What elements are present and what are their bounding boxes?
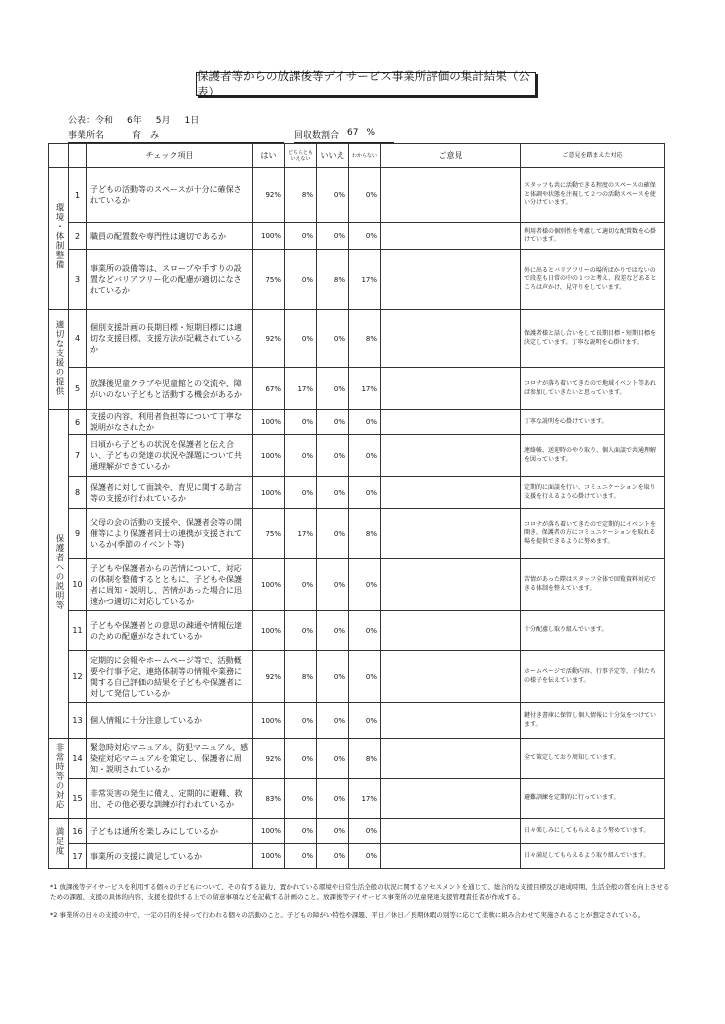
yes-pct: 100% <box>253 223 285 250</box>
item-number: 13 <box>69 703 87 739</box>
table-row <box>49 223 665 250</box>
unknown-pct: 8% <box>349 310 381 368</box>
yes-pct: 92% <box>253 310 285 368</box>
table-row <box>49 168 665 223</box>
item-text: 支援の内容、利用者負担等について丁寧な説明がなされたか <box>87 410 253 435</box>
yes-pct: 92% <box>253 739 285 779</box>
footnote-1: *1 放課後等デイサービスを利用する個々の子どもについて、その有する能力、置かれている環境や日常生活全般の状況に関するアセスメントを通じて、総合的な支援目標及び達成時期、生活全般の質を向上させるための課題、支援の具体的内容、支援を提供する上での留意事項などを記載する計画のこと。放課後等デイサービス事業所の児童発達支援管理責任者が作成する。 <box>50 883 670 901</box>
opinion <box>381 559 521 611</box>
item-number: 2 <box>69 223 87 250</box>
yes-pct: 100% <box>253 819 285 844</box>
office-name: 育 み <box>132 131 160 141</box>
yes-pct: 75% <box>253 250 285 310</box>
unknown-pct: 0% <box>349 819 381 844</box>
publication-year: 6年 <box>127 116 142 126</box>
item-number: 1 <box>69 168 87 223</box>
response: 避難訓練を定期的に行っています。 <box>521 779 665 819</box>
neither-pct: 0% <box>285 223 317 250</box>
table-row <box>49 844 665 869</box>
response: 保護者様と話し合いをして長期目標・短期目標を決定しています。丁寧な説明を心掛けます。 <box>521 310 665 368</box>
item-number: 5 <box>69 368 87 410</box>
unknown-pct: 0% <box>349 559 381 611</box>
unknown-pct: 17% <box>349 368 381 410</box>
category-label: 環境・体制整備 <box>54 203 64 270</box>
category-label: 満足度 <box>54 827 64 856</box>
neither-pct: 8% <box>285 651 317 703</box>
opinion <box>381 435 521 477</box>
header-unknown: わからない <box>349 144 381 168</box>
table-row <box>49 509 665 559</box>
neither-pct: 0% <box>285 477 317 509</box>
response: 外に出るとバリアフリーの場所ばかりではないので段差も日常の中の１つと考え、段差などあるところは声かけ、見守りをしています。 <box>521 250 665 310</box>
no-pct: 0% <box>317 739 349 779</box>
collection-rate-field <box>294 128 394 143</box>
yes-pct: 100% <box>253 477 285 509</box>
yes-pct: 100% <box>253 703 285 739</box>
no-pct: 0% <box>317 368 349 410</box>
table-row <box>49 559 665 611</box>
footnotes <box>50 882 670 928</box>
opinion <box>381 368 521 410</box>
no-pct: 0% <box>317 168 349 223</box>
response: ホームページで活動内容、行事予定等、子供たちの様子を伝えています。 <box>521 651 665 703</box>
item-text: 子どもは通所を楽しみにしているか <box>87 819 253 844</box>
yes-pct: 100% <box>253 611 285 651</box>
table-row <box>49 651 665 703</box>
item-text: 保護者に対して面談や、育児に関する助言等の支援が行われているか <box>87 477 253 509</box>
table-row <box>49 779 665 819</box>
category-label: 適切な支援の提供 <box>54 319 64 396</box>
neither-pct: 0% <box>285 435 317 477</box>
item-number: 9 <box>69 509 87 559</box>
yes-pct: 67% <box>253 368 285 410</box>
unknown-pct: 0% <box>349 223 381 250</box>
unknown-pct: 0% <box>349 435 381 477</box>
neither-pct: 0% <box>285 611 317 651</box>
opinion <box>381 223 521 250</box>
item-text: 事業所の支援に満足しているか <box>87 844 253 869</box>
response: 利用者様の個別性を考慮して適切な配置数を心掛けています。 <box>521 223 665 250</box>
neither-pct: 8% <box>285 168 317 223</box>
header-check-item: チェック項目 <box>87 144 253 168</box>
table-header-row <box>49 144 665 168</box>
item-text: 子どもや保護者からの苦情について、対応の体制を整備するとともに、子どもや保護者に周知・説明し、苦情があった場合に迅速かつ適切に対応しているか <box>87 559 253 611</box>
category-label: 保護者への説明等 <box>54 534 64 610</box>
collection-unit: % <box>366 128 376 138</box>
opinion <box>381 651 521 703</box>
unknown-pct: 0% <box>349 611 381 651</box>
unknown-pct: 0% <box>349 844 381 869</box>
opinion <box>381 310 521 368</box>
opinion <box>381 779 521 819</box>
yes-pct: 75% <box>253 509 285 559</box>
publication-month: 5月 <box>155 116 171 126</box>
opinion <box>381 739 521 779</box>
opinion <box>381 703 521 739</box>
category-cell <box>49 410 69 739</box>
item-number: 15 <box>69 779 87 819</box>
office-name-field <box>68 128 284 143</box>
no-pct: 0% <box>317 310 349 368</box>
response: コロナが落ち着いてきたので地域イベント等あれば参加していきたいと思っています。 <box>521 368 665 410</box>
no-pct: 0% <box>317 410 349 435</box>
item-number: 17 <box>69 844 87 869</box>
no-pct: 0% <box>317 651 349 703</box>
table-row <box>49 477 665 509</box>
neither-pct: 0% <box>285 410 317 435</box>
response: 丁寧な説明を心掛けています。 <box>521 410 665 435</box>
table-row <box>49 310 665 368</box>
table-row <box>49 611 665 651</box>
item-text: 個別支援計画の長期目標・短期目標には適切な支援目標、支援方法が記載されているか <box>87 310 253 368</box>
unknown-pct: 0% <box>349 477 381 509</box>
no-pct: 8% <box>317 250 349 310</box>
unknown-pct: 0% <box>349 703 381 739</box>
item-number: 6 <box>69 410 87 435</box>
neither-pct: 0% <box>285 819 317 844</box>
no-pct: 0% <box>317 559 349 611</box>
category-cell <box>49 310 69 410</box>
header-no: いいえ <box>317 144 349 168</box>
category-label: 非常時等の対応 <box>54 743 64 810</box>
header-number <box>69 144 87 168</box>
page-title-text: 保護者等からの放課後等デイサービス事業所評価の集計結果（公表） <box>197 69 530 99</box>
opinion <box>381 819 521 844</box>
footnote-2: *2 事業所の日々の支援の中で、一定の目的を持って行われる個々の活動のこと。子どもの障がい特性や課題、平日／休日／長期休暇の別等に応じて柔軟に組み合わせて実施されることが想定されている。 <box>50 911 645 919</box>
unknown-pct: 8% <box>349 509 381 559</box>
response: 連絡帳、送迎時のやり取り、個人面談で共通理解を図っています。 <box>521 435 665 477</box>
item-number: 16 <box>69 819 87 844</box>
unknown-pct: 0% <box>349 168 381 223</box>
table-row <box>49 435 665 477</box>
collection-label: 回収数割合 <box>294 131 340 141</box>
publication-label: 公表：令和 <box>68 116 114 126</box>
publication-day: 1日 <box>184 116 200 126</box>
yes-pct: 92% <box>253 168 285 223</box>
neither-pct: 0% <box>285 310 317 368</box>
neither-pct: 17% <box>285 368 317 410</box>
neither-pct: 0% <box>285 559 317 611</box>
table-body <box>49 168 665 869</box>
opinion <box>381 410 521 435</box>
category-cell <box>49 739 69 819</box>
yes-pct: 100% <box>253 435 285 477</box>
category-cell <box>49 819 69 869</box>
opinion <box>381 509 521 559</box>
item-text: 日頃から子どもの状況を保護者と伝え合い、子どもの発達の状況や課題について共通理解ができているか <box>87 435 253 477</box>
item-number: 8 <box>69 477 87 509</box>
item-text: 事業所の設備等は、スロープや手すりの設置などバリアフリー化の配慮が適切になされているか <box>87 250 253 310</box>
item-text: 職員の配置数や専門性は適切であるか <box>87 223 253 250</box>
unknown-pct: 0% <box>349 651 381 703</box>
header-category <box>49 144 69 168</box>
item-text: 個人情報に十分注意しているか <box>87 703 253 739</box>
no-pct: 0% <box>317 223 349 250</box>
category-cell <box>49 168 69 310</box>
yes-pct: 100% <box>253 844 285 869</box>
evaluation-table <box>48 143 665 869</box>
no-pct: 0% <box>317 844 349 869</box>
table-row <box>49 368 665 410</box>
no-pct: 0% <box>317 477 349 509</box>
response: スタッフも共に活動できる程度のスペースの確保と体調や状態を注視して２つの活動スペースを使い分けています。 <box>521 168 665 223</box>
response: 定期的に面談を行い、コミュニケーションを取り支援を行えるよう心掛けています。 <box>521 477 665 509</box>
header-response: ご意見を踏まえた対応 <box>521 144 665 168</box>
item-text: 子どもの活動等のスペースが十分に確保されているか <box>87 168 253 223</box>
opinion <box>381 168 521 223</box>
neither-pct: 0% <box>285 703 317 739</box>
table-row <box>49 703 665 739</box>
table-row <box>49 410 665 435</box>
unknown-pct: 17% <box>349 250 381 310</box>
item-text: 非常災害の発生に備え、定期的に避難、救出、その他必要な訓練が行われているか <box>87 779 253 819</box>
response: 日々満足してもらえるよう取り組んでいます。 <box>521 844 665 869</box>
no-pct: 0% <box>317 435 349 477</box>
item-text: 子どもや保護者との意思の疎通や情報伝達のための配慮がなされているか <box>87 611 253 651</box>
collection-value: 67 <box>347 128 359 138</box>
unknown-pct: 8% <box>349 739 381 779</box>
neither-pct: 0% <box>285 779 317 819</box>
item-number: 14 <box>69 739 87 779</box>
no-pct: 0% <box>317 779 349 819</box>
yes-pct: 83% <box>253 779 285 819</box>
yes-pct: 100% <box>253 559 285 611</box>
unknown-pct: 17% <box>349 779 381 819</box>
response: 日々楽しみにしてもらえるよう努めています。 <box>521 819 665 844</box>
no-pct: 0% <box>317 703 349 739</box>
item-text: 緊急時対応マニュアル、防犯マニュアル、感染症対応マニュアルを策定し、保護者に周知・説明されているか <box>87 739 253 779</box>
opinion <box>381 611 521 651</box>
response: 鍵付き書庫に保管し個人情報に十分気をつけています。 <box>521 703 665 739</box>
item-text: 放課後児童クラブや児童館との交流や、障がいのない子どもと活動する機会があるか <box>87 368 253 410</box>
header-yes: はい <box>253 144 285 168</box>
item-number: 4 <box>69 310 87 368</box>
response: 十分配慮し取り組んでいます。 <box>521 611 665 651</box>
yes-pct: 92% <box>253 651 285 703</box>
header-neither: どちらともいえない <box>285 144 317 168</box>
unknown-pct: 0% <box>349 410 381 435</box>
opinion <box>381 844 521 869</box>
header-opinion: ご意見 <box>381 144 521 168</box>
item-number: 12 <box>69 651 87 703</box>
no-pct: 0% <box>317 819 349 844</box>
office-label: 事業所名 <box>68 131 105 141</box>
response: 苦情があった際はスタッフ全体で回覧資料対応できる体制を整えています。 <box>521 559 665 611</box>
item-number: 11 <box>69 611 87 651</box>
item-number: 10 <box>69 559 87 611</box>
response: 全て策定しており周知しています。 <box>521 739 665 779</box>
table-row <box>49 250 665 310</box>
neither-pct: 17% <box>285 509 317 559</box>
item-text: 定期的に会報やホームページ等で、活動概要や行事予定、連絡体制等の情報や業務に関する自己評価の結果を子どもや保護者に対して発信しているか <box>87 651 253 703</box>
neither-pct: 0% <box>285 250 317 310</box>
no-pct: 0% <box>317 509 349 559</box>
opinion <box>381 477 521 509</box>
neither-pct: 0% <box>285 844 317 869</box>
no-pct: 0% <box>317 611 349 651</box>
item-text: 父母の会の活動の支援や、保護者会等の開催等により保護者同士の連携が支援されているか(季節のイベント等) <box>87 509 253 559</box>
yes-pct: 100% <box>253 410 285 435</box>
response: コロナが落ち着いてきたので定期的にイベントを開き、保護者の方にコミュニケーションを取れる場を提供できるように努めます。 <box>521 509 665 559</box>
publication-date <box>68 113 199 126</box>
item-number: 7 <box>69 435 87 477</box>
page-title <box>196 69 536 99</box>
table-row <box>49 819 665 844</box>
neither-pct: 0% <box>285 739 317 779</box>
item-number: 3 <box>69 250 87 310</box>
opinion <box>381 250 521 310</box>
table-row <box>49 739 665 779</box>
